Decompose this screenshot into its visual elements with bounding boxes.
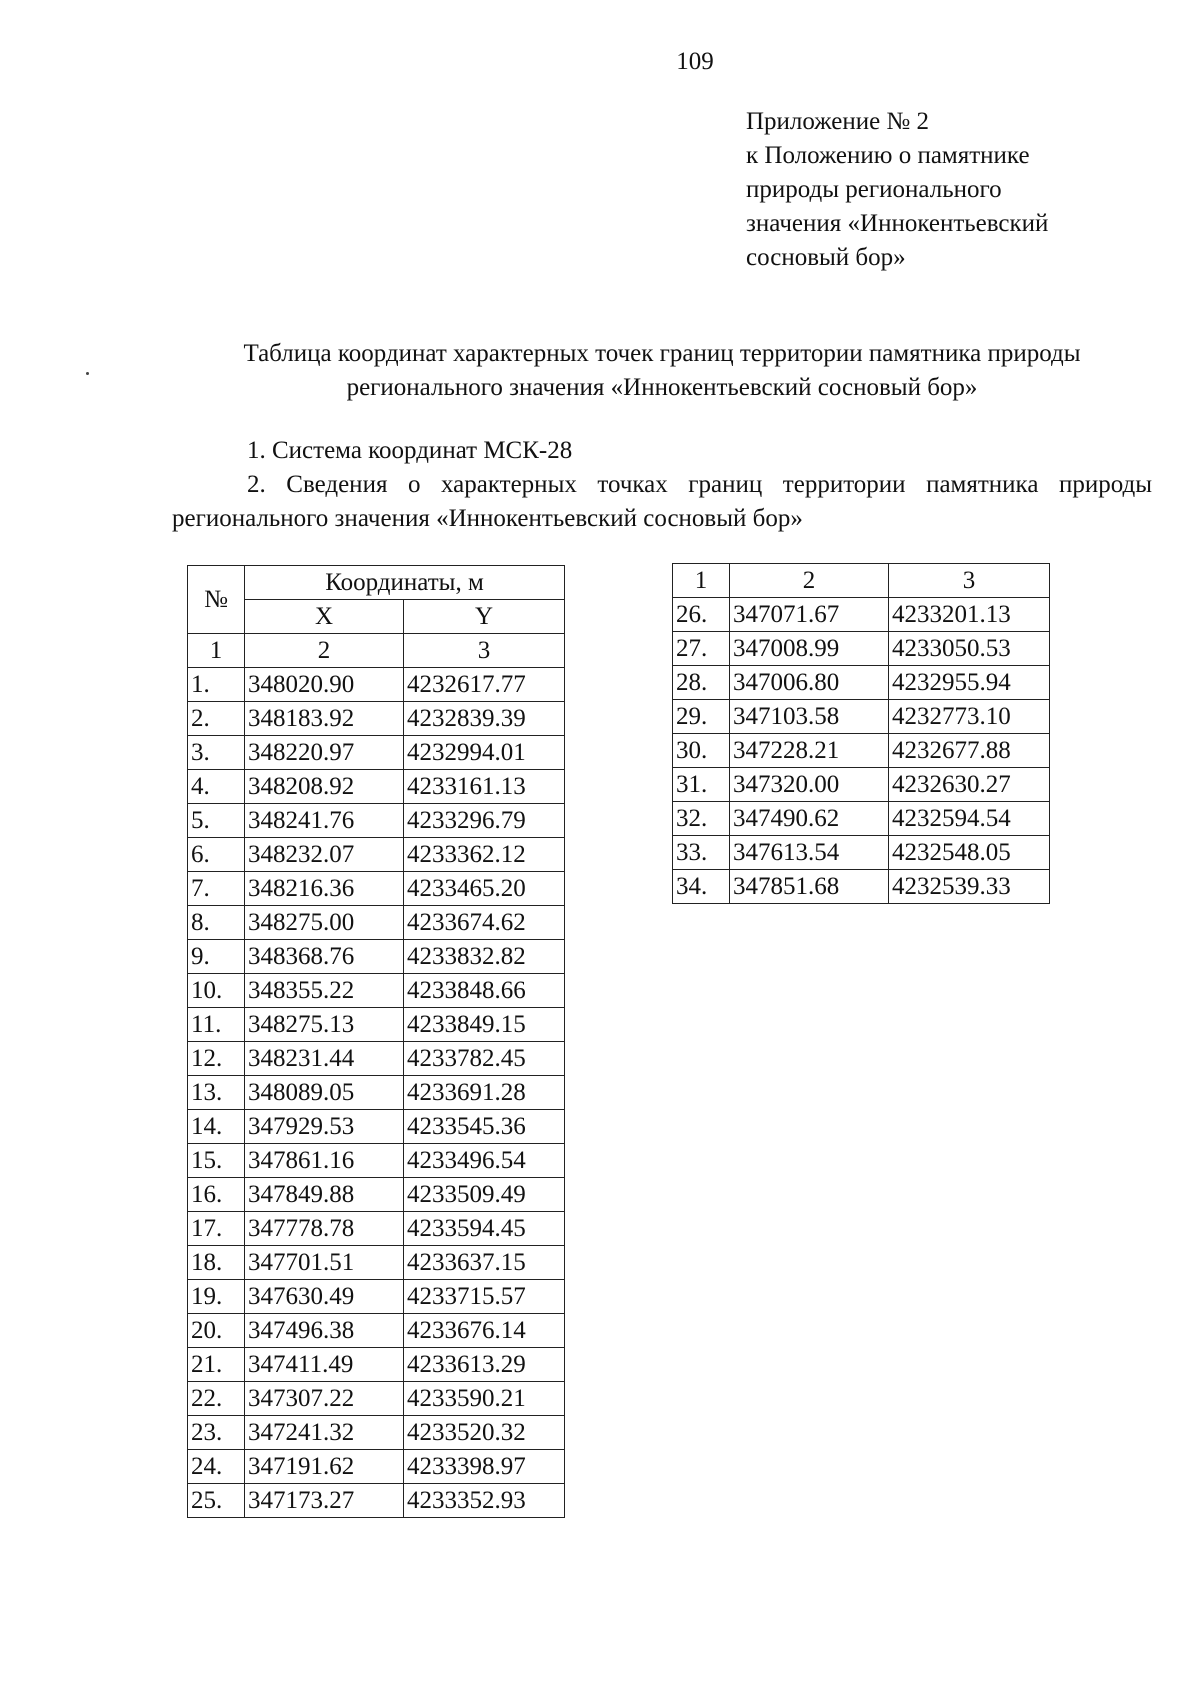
coord-x: 347861.16 (245, 1144, 404, 1178)
point-number: 17. (188, 1212, 245, 1246)
coord-y: 4233362.12 (404, 838, 565, 872)
coord-x: 348089.05 (245, 1076, 404, 1110)
coord-y: 4233715.57 (404, 1280, 565, 1314)
point-number: 8. (188, 906, 245, 940)
coord-y: 4232548.05 (889, 836, 1050, 870)
point-number: 7. (188, 872, 245, 906)
point-number: 9. (188, 940, 245, 974)
coord-y: 4232677.88 (889, 734, 1050, 768)
point-number: 14. (188, 1110, 245, 1144)
coord-y: 4233676.14 (404, 1314, 565, 1348)
point-number: 29. (673, 700, 730, 734)
column-number-3: 3 (404, 634, 565, 668)
table-row (673, 836, 1050, 870)
table-row (188, 1314, 565, 1348)
coord-y: 4233398.97 (404, 1450, 565, 1484)
table-row (188, 1110, 565, 1144)
table-row (188, 668, 565, 702)
coord-y: 4233050.53 (889, 632, 1050, 666)
point-number: 10. (188, 974, 245, 1008)
column-number-3: 3 (889, 564, 1050, 598)
header-y: Y (404, 600, 565, 634)
coord-y: 4233613.29 (404, 1348, 565, 1382)
coord-x: 347490.62 (730, 802, 889, 836)
point-number: 25. (188, 1484, 245, 1518)
coord-x: 348241.76 (245, 804, 404, 838)
appendix-note (746, 105, 1166, 275)
table-row (188, 1042, 565, 1076)
coord-y: 4233590.21 (404, 1382, 565, 1416)
point-number: 11. (188, 1008, 245, 1042)
appendix-line: сосновый бор» (746, 244, 906, 271)
point-number: 3. (188, 736, 245, 770)
coord-y: 4233782.45 (404, 1042, 565, 1076)
point-number: 34. (673, 870, 730, 904)
table-row (673, 598, 1050, 632)
coord-x: 348020.90 (245, 668, 404, 702)
table-row (188, 1416, 565, 1450)
coord-x: 348208.92 (245, 770, 404, 804)
coord-x: 348368.76 (245, 940, 404, 974)
table-row (188, 872, 565, 906)
table-row (188, 838, 565, 872)
table-row (188, 1450, 565, 1484)
title-line: Таблица координат характерных точек границ территории памятника природы (243, 340, 1081, 367)
header-coordinates: Координаты, м (245, 566, 565, 600)
point-number: 6. (188, 838, 245, 872)
coord-x: 347008.99 (730, 632, 889, 666)
coord-y: 4233201.13 (889, 598, 1050, 632)
coord-y: 4233545.36 (404, 1110, 565, 1144)
point-number: 30. (673, 734, 730, 768)
coordinates-table-left (187, 565, 565, 1518)
coord-y: 4233849.15 (404, 1008, 565, 1042)
table-row (188, 1212, 565, 1246)
table-row (188, 1076, 565, 1110)
point-number: 23. (188, 1416, 245, 1450)
coord-x: 347701.51 (245, 1246, 404, 1280)
coord-y: 4233691.28 (404, 1076, 565, 1110)
coordinates-rows-right (673, 598, 1050, 904)
table-row (188, 770, 565, 804)
coord-x: 348220.97 (245, 736, 404, 770)
page-number: 109 (676, 48, 714, 75)
coord-x: 347307.22 (245, 1382, 404, 1416)
coord-y: 4232773.10 (889, 700, 1050, 734)
appendix-line: природы регионального (746, 176, 1002, 203)
point-number: 2. (188, 702, 245, 736)
header-x: X (245, 600, 404, 634)
appendix-line: Приложение № 2 (746, 108, 930, 135)
table-row (188, 974, 565, 1008)
scan-speck (86, 372, 89, 375)
coord-y: 4232955.94 (889, 666, 1050, 700)
table-row (673, 802, 1050, 836)
column-number-1: 1 (188, 634, 245, 668)
coord-y: 4233296.79 (404, 804, 565, 838)
point-number: 5. (188, 804, 245, 838)
coord-x: 347929.53 (245, 1110, 404, 1144)
column-number-2: 2 (730, 564, 889, 598)
coord-x: 348275.13 (245, 1008, 404, 1042)
point-number: 13. (188, 1076, 245, 1110)
coord-y: 4232630.27 (889, 768, 1050, 802)
coord-y: 4233674.62 (404, 906, 565, 940)
document-title (172, 337, 1152, 405)
coord-x: 348275.00 (245, 906, 404, 940)
coord-x: 347411.49 (245, 1348, 404, 1382)
coord-x: 347849.88 (245, 1178, 404, 1212)
coord-y: 4232994.01 (404, 736, 565, 770)
point-number: 15. (188, 1144, 245, 1178)
coord-y: 4233520.32 (404, 1416, 565, 1450)
table-row (188, 1178, 565, 1212)
coord-x: 347320.00 (730, 768, 889, 802)
coord-x: 348183.92 (245, 702, 404, 736)
coord-x: 347173.27 (245, 1484, 404, 1518)
coord-y: 4233832.82 (404, 940, 565, 974)
coord-x: 347071.67 (730, 598, 889, 632)
coord-x: 348232.07 (245, 838, 404, 872)
coord-y: 4232617.77 (404, 668, 565, 702)
point-number: 28. (673, 666, 730, 700)
point-number: 18. (188, 1246, 245, 1280)
point-number: 31. (673, 768, 730, 802)
point-number: 1. (188, 668, 245, 702)
table-row (188, 1280, 565, 1314)
appendix-line: к Положению о памятнике (746, 142, 1030, 169)
coordinates-table-right (672, 563, 1050, 904)
coord-y: 4232594.54 (889, 802, 1050, 836)
appendix-line: значения «Иннокентьевский (746, 210, 1049, 237)
coord-x: 347006.80 (730, 666, 889, 700)
table-row (673, 666, 1050, 700)
point-number: 21. (188, 1348, 245, 1382)
table-row (673, 768, 1050, 802)
table-row (673, 734, 1050, 768)
section-coordinate-system: 1. Система координат МСК-28 (247, 437, 573, 464)
coord-y: 4232839.39 (404, 702, 565, 736)
table-row (188, 1008, 565, 1042)
coord-y: 4233594.45 (404, 1212, 565, 1246)
coord-x: 347851.68 (730, 870, 889, 904)
coord-y: 4233848.66 (404, 974, 565, 1008)
point-number: 24. (188, 1450, 245, 1484)
table-row (673, 700, 1050, 734)
table-row (188, 906, 565, 940)
coord-x: 347778.78 (245, 1212, 404, 1246)
coord-x: 347191.62 (245, 1450, 404, 1484)
coord-y: 4233509.49 (404, 1178, 565, 1212)
table-row (673, 632, 1050, 666)
point-number: 26. (673, 598, 730, 632)
coord-y: 4233161.13 (404, 770, 565, 804)
table-row (188, 804, 565, 838)
point-number: 19. (188, 1280, 245, 1314)
table-row (188, 1484, 565, 1518)
coord-x: 347630.49 (245, 1280, 404, 1314)
coordinates-rows-left (188, 668, 565, 1518)
table-row (188, 736, 565, 770)
table-row (188, 702, 565, 736)
point-number: 27. (673, 632, 730, 666)
table-row (188, 940, 565, 974)
point-number: 32. (673, 802, 730, 836)
point-number: 16. (188, 1178, 245, 1212)
table-row (188, 1348, 565, 1382)
point-number: 20. (188, 1314, 245, 1348)
point-number: 22. (188, 1382, 245, 1416)
coord-y: 4233352.93 (404, 1484, 565, 1518)
coord-y: 4233465.20 (404, 872, 565, 906)
coord-x: 347241.32 (245, 1416, 404, 1450)
header-number: № (188, 566, 245, 634)
coord-y: 4233637.15 (404, 1246, 565, 1280)
coord-x: 348355.22 (245, 974, 404, 1008)
coord-y: 4233496.54 (404, 1144, 565, 1178)
point-number: 33. (673, 836, 730, 870)
coord-x: 347103.58 (730, 700, 889, 734)
point-number: 12. (188, 1042, 245, 1076)
coord-x: 348231.44 (245, 1042, 404, 1076)
coord-x: 348216.36 (245, 872, 404, 906)
section-boundary-points: 2. Сведения о характерных точках границ территории памятника природы регионального значения «Иннокентьевский сосновый бор» (172, 471, 1152, 532)
table-row (673, 870, 1050, 904)
column-number-2: 2 (245, 634, 404, 668)
title-line: регионального значения «Иннокентьевский сосновый бор» (346, 374, 978, 401)
coord-y: 4232539.33 (889, 870, 1050, 904)
table-row (188, 1246, 565, 1280)
coord-x: 347228.21 (730, 734, 889, 768)
column-number-1: 1 (673, 564, 730, 598)
coord-x: 347496.38 (245, 1314, 404, 1348)
table-row (188, 1382, 565, 1416)
coord-x: 347613.54 (730, 836, 889, 870)
point-number: 4. (188, 770, 245, 804)
table-row (188, 1144, 565, 1178)
